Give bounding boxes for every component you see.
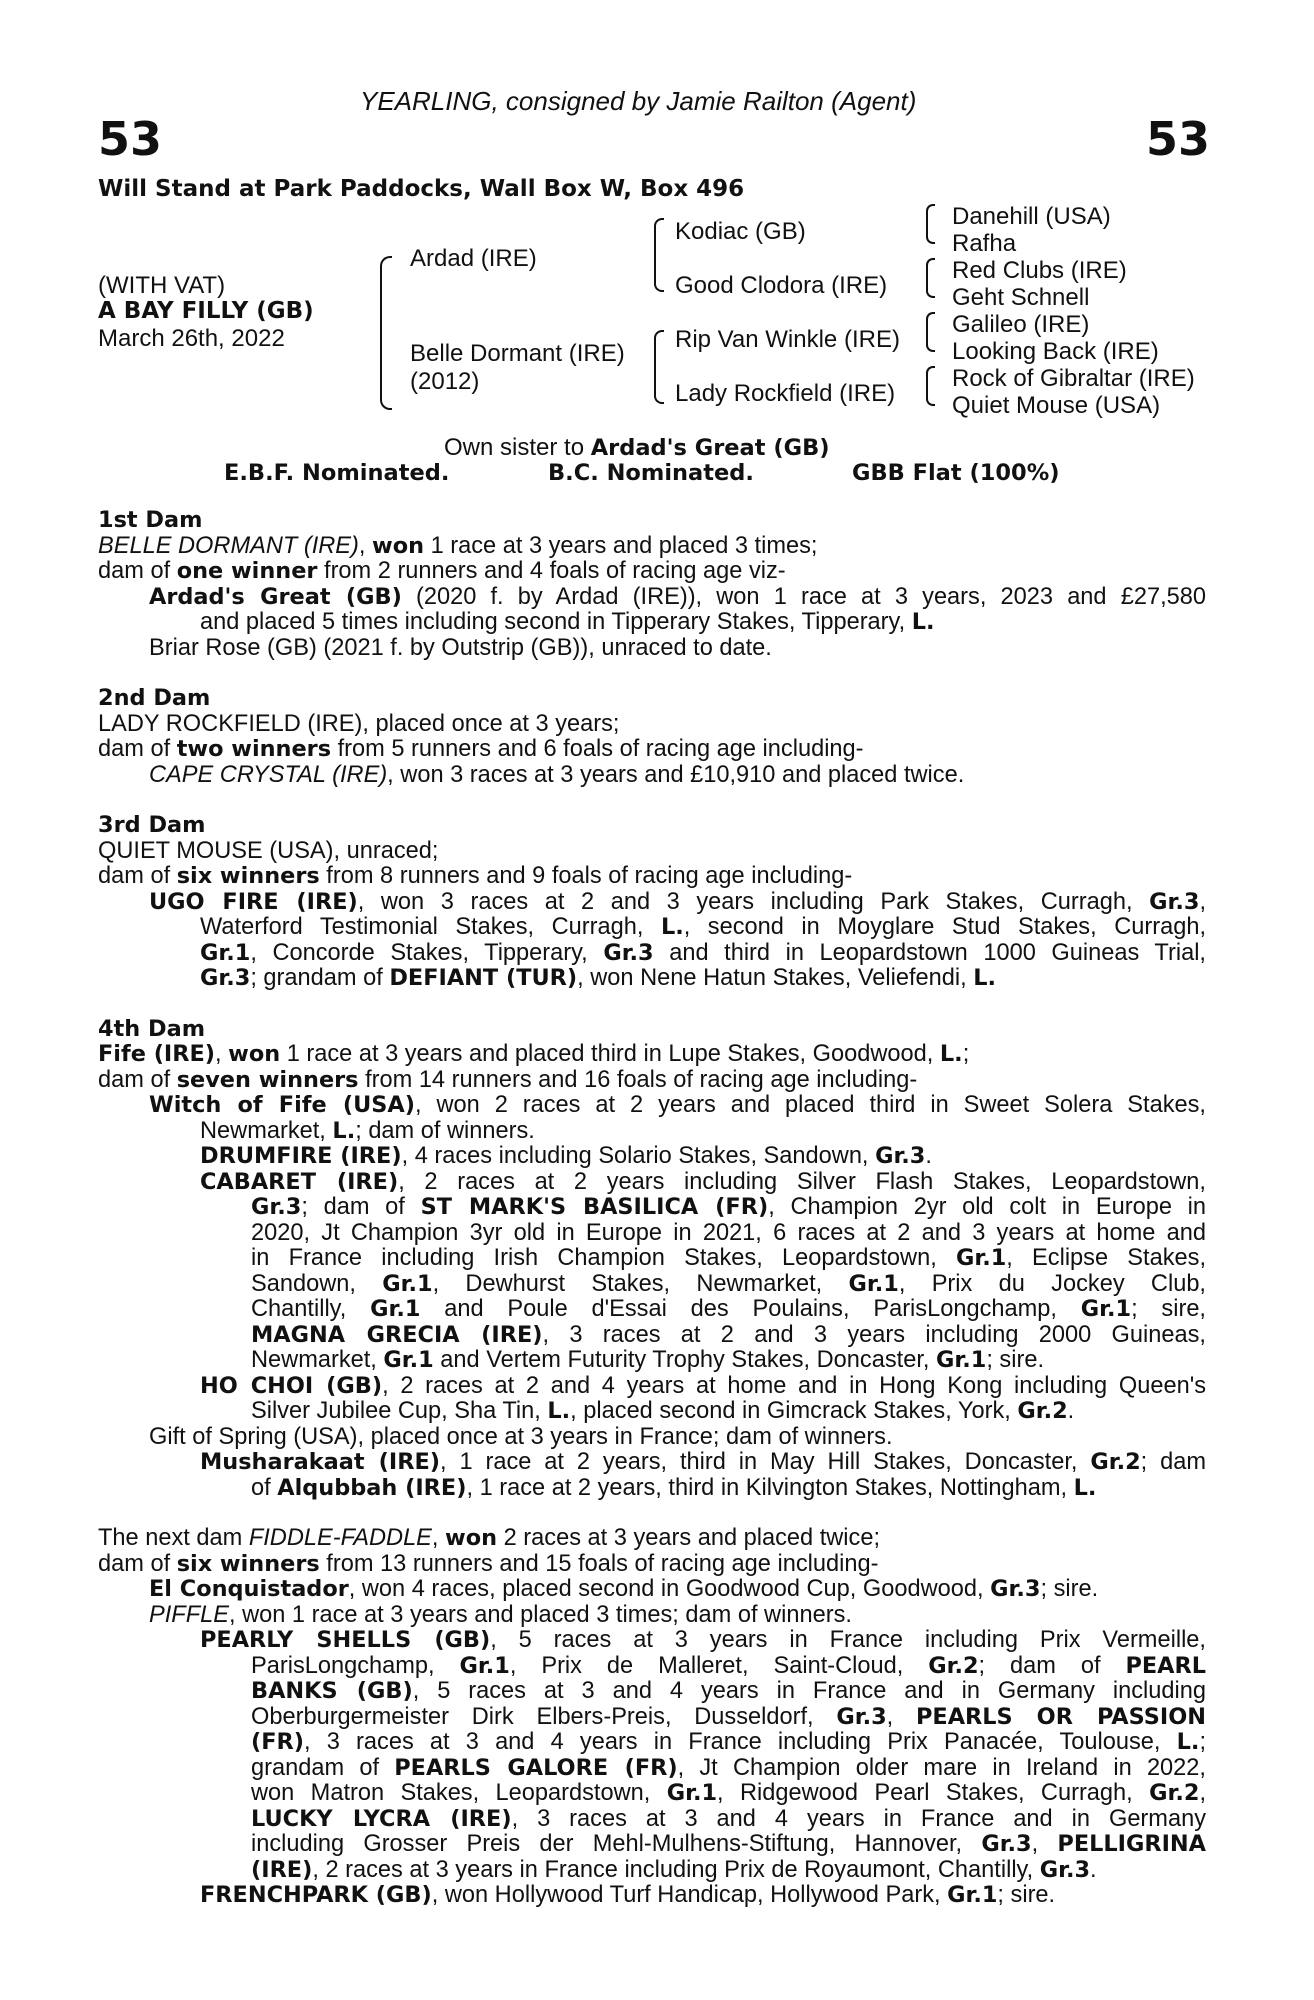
text-run: , 3 races at 3 and 4 years in France including Prix Panacée, Toulouse,: [304, 1729, 1177, 1755]
text-line: [98, 1679, 1206, 1705]
bold-text: L.: [1073, 1474, 1097, 1501]
bold-text: Gr.1: [955, 1245, 1007, 1271]
bold-text: Gr.1: [382, 1270, 433, 1297]
text-line: [98, 1093, 1206, 1119]
catalogue-body: [98, 508, 1206, 1934]
text-run: Chantilly,: [251, 1296, 371, 1322]
text-run: , won 3 races at 2 and 3 years including Park Stakes, Curragh,: [357, 888, 1150, 915]
bold-text: won: [372, 532, 425, 559]
text-line: [98, 839, 1206, 865]
section-5: [98, 1526, 1206, 1909]
bold-text: PEARLY SHELLS (GB): [200, 1627, 491, 1653]
bold-text: won: [228, 1041, 281, 1067]
section-2: [98, 686, 1206, 788]
bold-text: L.: [939, 1041, 963, 1067]
bold-text: Gr.3: [990, 1576, 1041, 1602]
vat-note: (WITH VAT): [98, 272, 226, 299]
text-run: of: [251, 1474, 278, 1501]
text-line: [98, 941, 1206, 967]
text-run: in France including Irish Champion Stakes, Leopardstown,: [251, 1245, 956, 1271]
pedigree-dam: Belle Dormant (IRE): [410, 340, 625, 367]
text-run: ; dam of: [301, 1194, 421, 1220]
text-line: [98, 1476, 1206, 1502]
bold-text: Gr.2: [928, 1652, 979, 1679]
text-run: grandam of: [251, 1754, 395, 1781]
text-run: dam of: [98, 863, 177, 889]
bold-text: Gr.3: [251, 1194, 302, 1220]
bold-text: L.: [973, 965, 997, 991]
bold-text: Gr.3: [981, 1831, 1032, 1857]
text-run: ParisLongchamp,: [251, 1652, 460, 1679]
bold-text: (FR): [251, 1729, 305, 1755]
text-run: ; dam: [1140, 1449, 1206, 1475]
text-run: .: [925, 1143, 932, 1169]
bold-text: DRUMFIRE (IRE): [200, 1143, 402, 1169]
text-run: dam of: [98, 1066, 177, 1093]
text-run: LADY ROCKFIELD (IRE), placed once at 3 years;: [98, 710, 620, 737]
text-line: [98, 1323, 1206, 1349]
section-title: 3rd Dam: [98, 812, 206, 838]
text-run: ,: [1031, 1831, 1058, 1857]
pedigree-dam-year: (2012): [410, 368, 480, 395]
text-run: , Concorde Stakes, Tipperary,: [250, 939, 604, 966]
bold-text: L.: [660, 914, 684, 940]
text-run: dam of: [98, 1550, 177, 1577]
text-run: dam of: [98, 558, 177, 584]
text-run: , 3 races at 3 and 4 years in France and in Germany: [511, 1805, 1206, 1832]
text-line: [98, 1832, 1206, 1858]
italic-text: FIDDLE-FADDLE: [248, 1525, 432, 1551]
bold-text: FRENCHPARK (GB): [200, 1882, 432, 1908]
pedigree-gen3-4: Geht Schnell: [952, 284, 1090, 311]
text-run: Oberburgermeister Dirk Elbers-Preis, Dusseldorf,: [251, 1703, 837, 1730]
text-run: ; sire.: [1040, 1576, 1099, 1602]
text-run: , Ridgewood Pearl Stakes, Curragh,: [717, 1780, 1150, 1806]
text-run: .: [1067, 1398, 1075, 1424]
text-run: ; dam of: [978, 1652, 1126, 1679]
bold-text: El Conquistador: [149, 1576, 349, 1602]
section-title: 4th Dam: [98, 1015, 206, 1042]
text-line: [98, 1526, 1206, 1552]
text-line: [98, 1577, 1206, 1603]
bold-text: Witch of Fife (USA): [149, 1092, 415, 1118]
bold-text: two winners: [176, 736, 332, 762]
text-line: [98, 1399, 1206, 1425]
text-line: [98, 1603, 1206, 1629]
bold-text: PEARL: [1125, 1652, 1207, 1679]
pedigree-gen3-7: Rock of Gibraltar (IRE): [952, 365, 1195, 392]
pedigree-gen3-5: Galileo (IRE): [952, 311, 1090, 338]
bold-text: Gr.3: [836, 1703, 887, 1730]
text-run: , won 2 races at 2 years and placed third in Sweet Solera Stakes,: [414, 1092, 1206, 1118]
text-line: [98, 585, 1206, 611]
text-run: , won Nene Hatun Stakes, Veliefendi,: [577, 965, 974, 991]
pedigree-dam-dam: Lady Rockfield (IRE): [675, 380, 896, 407]
bold-text: MAGNA GRECIA (IRE): [251, 1321, 543, 1348]
text-line: [98, 1705, 1206, 1731]
text-run: , won 4 races, placed second in Goodwood Cup, Goodwood,: [348, 1576, 991, 1602]
section-title: 1st Dam: [98, 507, 203, 533]
text-run: Silver Jubilee Cup, Sha Tin,: [251, 1398, 548, 1424]
bold-text: Gr.3: [603, 939, 654, 966]
bold-text: Gr.3: [875, 1143, 926, 1169]
text-line: [98, 1807, 1206, 1833]
pedigree-gen3-6: Looking Back (IRE): [952, 338, 1159, 365]
text-run: ,: [1199, 888, 1206, 915]
bold-text: Gr.1: [848, 1270, 899, 1297]
text-run: from 2 runners and 4 foals of racing age viz-: [317, 558, 786, 584]
bold-text: Gr.1: [666, 1780, 718, 1806]
text-line: [98, 1654, 1206, 1680]
section-3: [98, 813, 1206, 992]
bold-text: PEARLS OR PASSION: [916, 1703, 1206, 1730]
own-sister-note: Own sister to Ardad's Great (GB): [444, 434, 830, 461]
section-1: [98, 508, 1206, 661]
gbb-flat: GBB Flat (100%): [852, 460, 1060, 486]
pedigree-gen3-8: Quiet Mouse (USA): [952, 392, 1161, 419]
pedigree-gen3-1: Danehill (USA): [952, 203, 1111, 230]
text-line: [98, 763, 1206, 789]
text-run: ; dam of winners.: [355, 1117, 535, 1144]
bold-text: won: [445, 1525, 498, 1551]
bold-text: CABARET (IRE): [200, 1168, 399, 1195]
pedigree-gen3-3: Red Clubs (IRE): [952, 257, 1127, 284]
bold-text: (IRE): [251, 1856, 313, 1883]
text-line: [98, 1297, 1206, 1323]
text-line: [98, 1425, 1206, 1451]
text-line: [98, 1628, 1206, 1654]
text-run: dam of: [98, 736, 177, 762]
text-line: [98, 1119, 1206, 1145]
text-run: 2 races at 3 years and placed twice;: [497, 1525, 881, 1551]
bold-text: Ardad's Great (GB): [149, 583, 402, 610]
horse-dob: March 26th, 2022: [98, 325, 285, 352]
text-run: , Prix du Jockey Club,: [898, 1270, 1206, 1297]
bold-text: Gr.1: [947, 1882, 998, 1908]
pedigree-sire-dam: Good Clodora (IRE): [675, 272, 888, 299]
text-run: , 1 race at 2 years, third in May Hill Stakes, Doncaster,: [440, 1449, 1091, 1475]
text-line: [98, 559, 1206, 585]
text-run: ,: [358, 532, 373, 559]
text-run: , Jt Champion older mare in Ireland in 2022,: [677, 1754, 1206, 1781]
text-run: Briar Rose (GB) (2021 f. by Outstrip (GB)), unraced to date.: [149, 634, 772, 661]
text-run: , Champion 2yr old colt in Europe in: [768, 1194, 1207, 1220]
consignor-subtitle: YEARLING, consigned by Jamie Railton (Agent): [360, 86, 917, 116]
bold-text: Gr.1: [383, 1347, 434, 1373]
text-run: from 5 runners and 6 foals of racing age including-: [331, 736, 864, 762]
text-line: [98, 1781, 1206, 1807]
text-run: , 5 races at 3 and 4 years in France and in Germany including: [412, 1678, 1206, 1704]
text-line: [98, 915, 1206, 941]
text-run: ,: [886, 1703, 916, 1730]
text-run: Sandown,: [251, 1270, 383, 1297]
section-title: 2nd Dam: [98, 685, 211, 711]
text-run: , 2 races at 2 years including Silver Flash Stakes, Leopardstown,: [398, 1168, 1206, 1195]
text-run: , Prix de Malleret, Saint-Cloud,: [509, 1652, 929, 1679]
text-run: and placed 5 times including second in Tipperary Stakes, Tipperary,: [200, 609, 912, 635]
text-line: [98, 1246, 1206, 1272]
italic-text: BELLE DORMANT (IRE): [98, 532, 359, 559]
bold-text: seven winners: [176, 1066, 359, 1093]
bold-text: L.: [911, 609, 935, 635]
bold-text: Gr.1: [936, 1347, 987, 1373]
text-run: from 8 runners and 9 foals of racing age including-: [319, 863, 853, 889]
text-line: [98, 1730, 1206, 1756]
text-run: and third in Leopardstown 1000 Guineas Trial,: [653, 939, 1206, 966]
text-run: , 1 race at 2 years, third in Kilvington Stakes, Nottingham,: [466, 1474, 1074, 1501]
text-line: [98, 1144, 1206, 1170]
text-line: [98, 890, 1206, 916]
text-run: including Grosser Preis der Mehl-Mulhens-Stiftung, Hannover,: [251, 1831, 982, 1857]
text-run: 2020, Jt Champion 3yr old in Europe in 2021, 6 races at 2 and 3 years at home and: [251, 1219, 1206, 1246]
bold-text: Gr.1: [370, 1296, 421, 1322]
pedigree-dam-sire: Rip Van Winkle (IRE): [675, 326, 900, 353]
bold-text: Gr.2: [1090, 1449, 1141, 1475]
bold-text: HO CHOI (GB): [200, 1372, 383, 1399]
text-line: [98, 1883, 1206, 1909]
bold-text: six winners: [176, 1550, 320, 1577]
bold-text: Gr.1: [459, 1652, 510, 1679]
text-run: ; sire,: [1131, 1296, 1206, 1322]
text-run: and Poule d'Essai des Poulains, ParisLongchamp,: [420, 1296, 1081, 1322]
text-line: [98, 1348, 1206, 1374]
text-run: , won 1 race at 3 years and placed 3 times; dam of winners.: [228, 1601, 852, 1628]
text-line: [98, 1272, 1206, 1298]
text-run: ; sire.: [986, 1347, 1044, 1373]
bold-text: L.: [547, 1398, 571, 1424]
bold-text: Gr.1: [200, 939, 251, 966]
bold-text: BANKS (GB): [251, 1678, 413, 1704]
text-run: , Eclipse Stakes,: [1006, 1245, 1206, 1271]
text-line: [98, 1068, 1206, 1094]
lot-number-right: 53: [1146, 112, 1211, 166]
text-run: from 14 runners and 16 foals of racing age including-: [358, 1066, 918, 1093]
bold-text: Alqubbah (IRE): [277, 1474, 467, 1501]
text-line: [98, 1170, 1206, 1196]
text-line: [98, 1221, 1206, 1247]
text-run: 1 race at 3 years and placed third in Lupe Stakes, Goodwood,: [280, 1041, 940, 1067]
text-line: [98, 534, 1206, 560]
text-line: [98, 966, 1206, 992]
own-sister-name: Ardad's Great (GB): [590, 435, 830, 461]
bold-text: Gr.3: [1149, 888, 1200, 915]
bold-text: Musharakaat (IRE): [200, 1449, 441, 1475]
bold-text: UGO FIRE (IRE): [149, 888, 358, 915]
bold-text: LUCKY LYCRA (IRE): [251, 1805, 512, 1832]
text-run: ;: [962, 1041, 970, 1067]
bc-nomination: B.C. Nominated.: [548, 460, 754, 486]
text-run: , placed second in Gimcrack Stakes, York,: [570, 1398, 1018, 1424]
italic-text: PIFFLE: [149, 1601, 229, 1628]
italic-text: CAPE CRYSTAL (IRE): [149, 761, 388, 788]
section-4: [98, 1017, 1206, 1502]
bold-text: one winner: [176, 558, 318, 584]
text-run: QUIET MOUSE (USA), unraced;: [98, 837, 439, 864]
text-line: [98, 636, 1206, 662]
bold-text: Gr.2: [1149, 1780, 1200, 1806]
text-run: won Matron Stakes, Leopardstown,: [251, 1780, 667, 1806]
bold-text: Gr.1: [1080, 1296, 1132, 1322]
text-run: , Dewhurst Stakes, Newmarket,: [432, 1270, 849, 1297]
text-run: ; grandam of: [250, 965, 390, 991]
text-run: , won Hollywood Turf Handicap, Hollywood Park,: [431, 1882, 948, 1908]
bold-text: ST MARK'S BASILICA (FR): [420, 1194, 769, 1220]
text-run: .: [1090, 1856, 1097, 1883]
text-line: [98, 1858, 1206, 1884]
pedigree-gen3-2: Rafha: [952, 230, 1017, 257]
text-run: , 5 races at 3 years in France including Prix Vermeille,: [490, 1627, 1206, 1653]
text-run: , 4 races including Solario Stakes, Sandown,: [401, 1143, 876, 1169]
text-run: ,: [431, 1525, 446, 1551]
text-line: [98, 737, 1206, 763]
text-line: [98, 610, 1206, 636]
text-line: [98, 864, 1206, 890]
bold-text: Fife (IRE): [98, 1041, 216, 1067]
text-run: , won 3 races at 3 years and £10,910 and placed twice.: [387, 761, 965, 788]
text-run: ,: [1199, 1780, 1206, 1806]
bold-text: L.: [1176, 1729, 1200, 1755]
text-run: 1 race at 3 years and placed 3 times;: [424, 532, 818, 559]
bold-text: six winners: [176, 863, 320, 889]
text-run: Waterford Testimonial Stakes, Curragh,: [200, 914, 661, 940]
bold-text: L.: [332, 1117, 356, 1144]
text-line: [98, 712, 1206, 738]
bold-text: Gr.3: [200, 965, 251, 991]
text-line: [98, 1195, 1206, 1221]
text-run: The next dam: [98, 1525, 249, 1551]
text-run: ,: [215, 1041, 229, 1067]
text-run: (2020 f. by Ardad (IRE)), won 1 race at 3 years, 2023 and £27,580: [401, 583, 1206, 610]
text-run: Newmarket,: [200, 1117, 333, 1144]
text-run: , second in Moyglare Stud Stakes, Curragh,: [683, 914, 1206, 940]
lot-number-left: 53: [98, 112, 163, 166]
bold-text: Gr.2: [1017, 1398, 1068, 1424]
stable-location: Will Stand at Park Paddocks, Wall Box W, Box 496: [98, 176, 745, 202]
text-line: [98, 1552, 1206, 1578]
horse-name: A BAY FILLY (GB): [98, 298, 314, 324]
text-line: [98, 1450, 1206, 1476]
pedigree-sire-sire: Kodiac (GB): [675, 218, 806, 245]
text-run: Gift of Spring (USA), placed once at 3 years in France; dam of winners.: [149, 1423, 893, 1450]
text-run: Newmarket,: [251, 1347, 384, 1373]
text-run: ; sire.: [997, 1882, 1056, 1908]
text-run: , 2 races at 3 years in France including Prix de Royaumont, Chantilly,: [312, 1856, 1040, 1883]
pedigree-sire: Ardad (IRE): [410, 245, 537, 272]
bold-text: PEARLS GALORE (FR): [394, 1754, 678, 1781]
text-run: ;: [1199, 1729, 1206, 1755]
text-run: from 13 runners and 15 foals of racing age including-: [319, 1550, 879, 1577]
text-run: , 3 races at 2 and 3 years including 2000 Guineas,: [542, 1321, 1206, 1348]
bold-text: Gr.3: [1039, 1856, 1091, 1883]
ebf-nomination: E.B.F. Nominated.: [224, 460, 450, 486]
text-run: , 2 races at 2 and 4 years at home and in Hong Kong including Queen's: [382, 1372, 1206, 1399]
bold-text: DEFIANT (TUR): [389, 965, 578, 991]
text-run: and Vertem Futurity Trophy Stakes, Doncaster,: [433, 1347, 936, 1373]
text-line: [98, 1042, 1206, 1068]
bold-text: PELLIGRINA: [1057, 1831, 1206, 1857]
text-line: [98, 1756, 1206, 1782]
text-line: [98, 1374, 1206, 1400]
